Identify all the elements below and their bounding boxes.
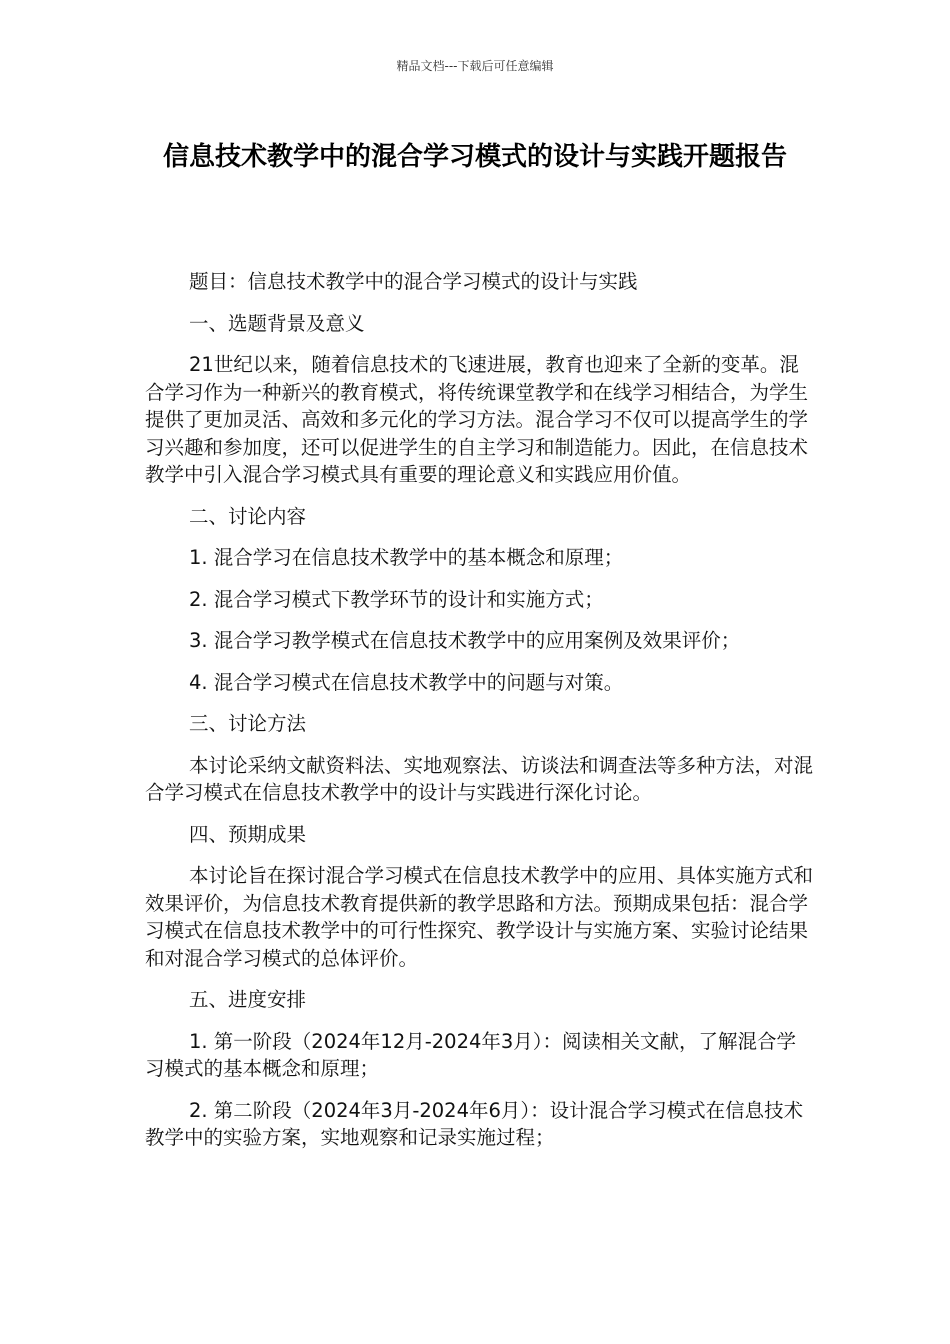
section-heading-background: 一、选题背景及意义 xyxy=(189,311,365,335)
header-note: 精品文档---下载后可任意编辑 xyxy=(396,59,554,73)
outcomes-paragraph: 本讨论旨在探讨混合学习模式在信息技术教学中的应用、具体实施方式和效果评价，为信息技术教育提供新的教学思路和方法。预期成果包括：混合学习模式在信息技术教学中的可行性探究、教学设计与实施方案、实验讨论结果和对混合学习模式的总体评价。 xyxy=(145,864,814,970)
document-title: 信息技术教学中的混合学习模式的设计与实践开题报告 xyxy=(162,142,787,172)
section-heading-content: 二、讨论内容 xyxy=(189,504,307,528)
background-paragraph: 21世纪以来，随着信息技术的飞速进展，教育也迎来了全新的变革。混合学习作为一种新兴的教育模式，将传统课堂教学和在线学习相结合，为学生提供了更加灵活、高效和多元化的学习方法。混合学习不仅可以提高学生的学习兴趣和参加度，还可以促进学生的自主学习和制造能力。因此，在信息技术教学中引入混合学习模式具有重要的理论意义和实践应用价值。 xyxy=(145,353,809,486)
content-item-2: 2. 混合学习模式下教学环节的设计和实施方式； xyxy=(189,587,604,611)
schedule-item-2: 2. 第二阶段（2024年3月-2024年6月）：设计混合学习模式在信息技术教学中的实验方案，实地观察和记录实施过程； xyxy=(145,1098,804,1149)
topic-line: 题目：信息技术教学中的混合学习模式的设计与实践 xyxy=(189,270,638,293)
section-heading-schedule: 五、进度安排 xyxy=(189,988,307,1011)
method-paragraph: 本讨论采纳文献资料法、实地观察法、访谈法和调查法等多种方法，对混合学习模式在信息技术教学中的设计与实践进行深化讨论。 xyxy=(145,753,814,804)
content-item-3: 3. 混合学习教学模式在信息技术教学中的应用案例及效果评价； xyxy=(189,629,741,652)
content-item-4: 4. 混合学习模式在信息技术教学中的问题与对策。 xyxy=(189,670,624,694)
section-heading-outcomes: 四、预期成果 xyxy=(189,822,307,846)
content-item-1: 1. 混合学习在信息技术教学中的基本概念和原理； xyxy=(189,546,624,569)
document-body xyxy=(145,268,813,1166)
section-heading-method: 三、讨论方法 xyxy=(189,712,307,735)
schedule-item-1: 1. 第一阶段（2024年12月-2024年3月）：阅读相关文献，了解混合学习模式的基本概念和原理； xyxy=(145,1029,797,1080)
